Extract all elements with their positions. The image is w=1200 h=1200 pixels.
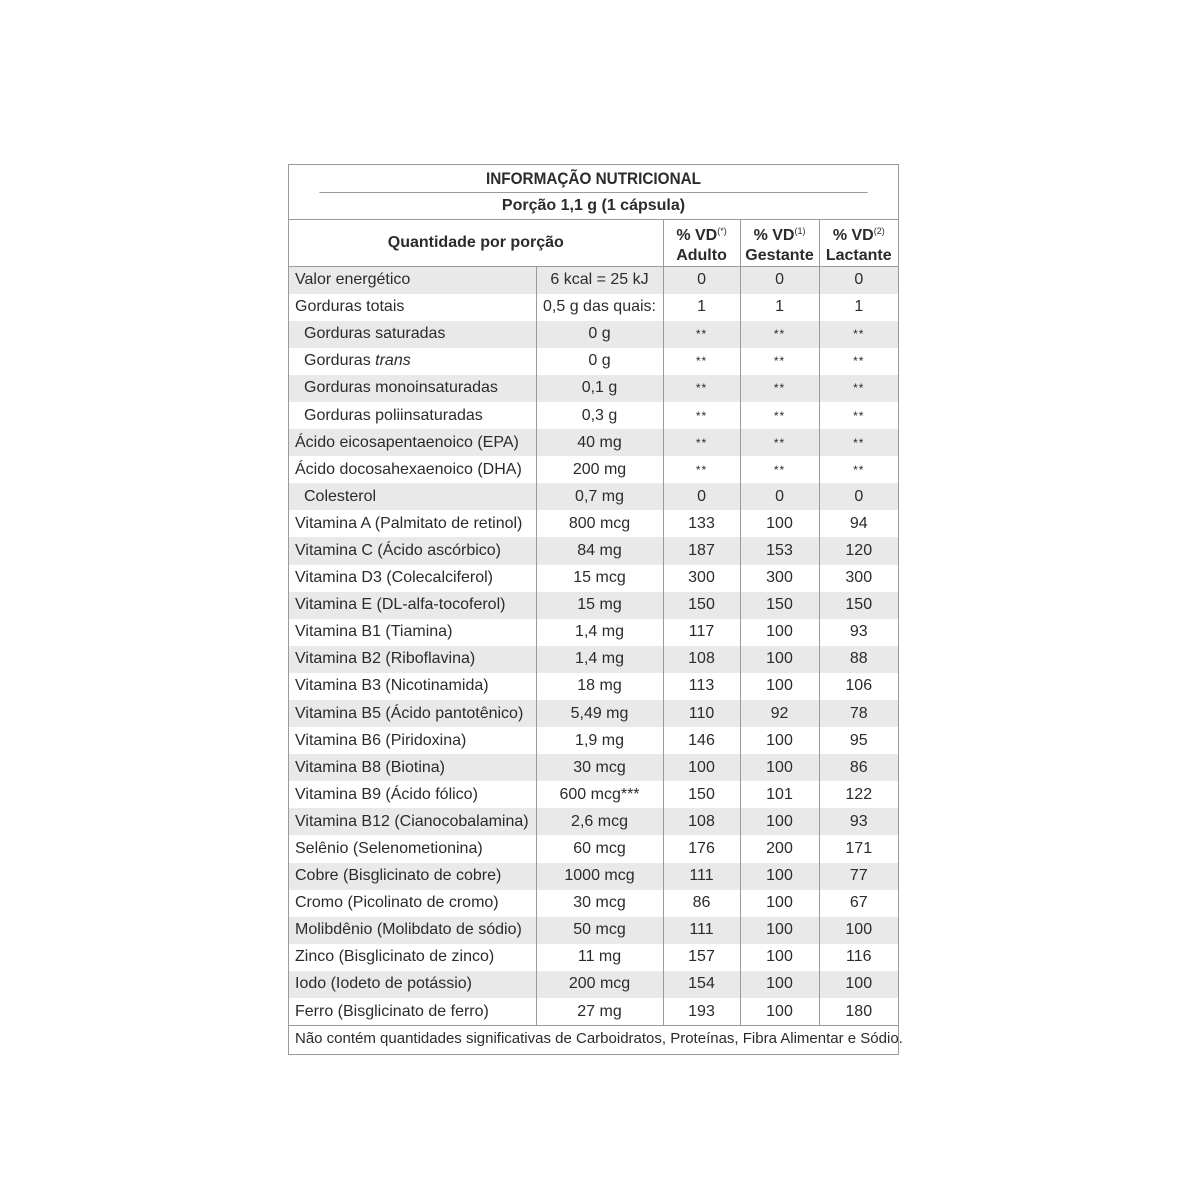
nutrient-name-text: Vitamina B8 (Biotina) [295, 758, 445, 776]
vd-lactante: ** [819, 375, 898, 402]
table-row [289, 592, 898, 619]
nutrient-name [289, 321, 536, 348]
table-row [289, 294, 898, 321]
nutrient-name-text: Iodo (Iodeto de potássio) [295, 975, 473, 993]
header-vd-lactante-label: Lactante [825, 246, 892, 264]
nutrient-rows [289, 267, 898, 1026]
vd-lactante: 88 [819, 646, 898, 673]
nutrient-name-text: Vitamina B3 (Nicotinamida) [295, 677, 489, 695]
table-row [289, 863, 898, 890]
vd-gestante: 100 [740, 619, 819, 646]
vd-lactante: 1 [819, 294, 898, 321]
table-row [289, 267, 898, 294]
vd-gestante: 100 [740, 863, 819, 890]
nutrient-name-text: Vitamina C (Ácido ascórbico) [295, 541, 502, 559]
vd-adulto: ** [663, 321, 740, 348]
vd-adulto: 300 [663, 565, 740, 592]
vd-gestante: ** [740, 402, 819, 429]
vd-adulto: ** [663, 456, 740, 483]
nutrient-name-text: Molibdênio (Molibdato de sódio) [295, 921, 522, 939]
vd-gestante: ** [740, 375, 819, 402]
nutrient-name [289, 429, 536, 456]
table-row [289, 483, 898, 510]
vd-lactante: 93 [819, 808, 898, 835]
nutrient-name [289, 267, 536, 294]
nutrient-name [289, 781, 536, 808]
vd-adulto: 193 [663, 998, 740, 1025]
nutrient-amount: 1000 mcg [536, 863, 663, 890]
nutrient-amount: 30 mcg [536, 890, 663, 917]
header-vd-adulto [663, 220, 740, 267]
header-vd-gestante-prefix: % VD [753, 226, 795, 244]
nutrient-name [289, 727, 536, 754]
vd-gestante: 1 [740, 294, 819, 321]
table-row [289, 646, 898, 673]
vd-gestante: 100 [740, 998, 819, 1025]
vd-gestante: 153 [740, 537, 819, 564]
table-row [289, 890, 898, 917]
nutrient-name-text: Zinco (Bisglicinato de zinco) [295, 948, 495, 966]
table-row [289, 835, 898, 862]
table-row [289, 944, 898, 971]
vd-adulto: 113 [663, 673, 740, 700]
nutrient-name-text: Vitamina B2 (Riboflavina) [295, 650, 476, 668]
vd-gestante: 0 [740, 267, 819, 294]
header-vd-lactante-prefix: % VD [832, 226, 874, 244]
table-row [289, 727, 898, 754]
vd-gestante: 101 [740, 781, 819, 808]
nutrient-amount: 40 mg [536, 429, 663, 456]
table-row [289, 971, 898, 998]
footer-note: Não contém quantidades significativas de Carboidratos, Proteínas, Fibra Alimentar e Sódio. [289, 1025, 898, 1054]
vd-gestante: ** [740, 456, 819, 483]
nutrient-name [289, 835, 536, 862]
vd-gestante: 300 [740, 565, 819, 592]
vd-lactante: ** [819, 348, 898, 375]
nutrient-amount: 84 mg [536, 537, 663, 564]
vd-adulto: 117 [663, 619, 740, 646]
nutrient-name [289, 510, 536, 537]
vd-lactante: 0 [819, 483, 898, 510]
table-row [289, 917, 898, 944]
nutrient-name-text: Valor energético [295, 271, 411, 289]
vd-lactante: 93 [819, 619, 898, 646]
nutrient-name [289, 998, 536, 1025]
nutrient-name [289, 348, 536, 375]
table-row [289, 700, 898, 727]
nutrient-name [289, 808, 536, 835]
nutrient-name [289, 375, 536, 402]
vd-adulto: 150 [663, 592, 740, 619]
vd-adulto: 108 [663, 646, 740, 673]
nutrient-name [289, 592, 536, 619]
vd-gestante: 100 [740, 510, 819, 537]
nutrient-name [289, 754, 536, 781]
header-vd-adulto-note: (*) [717, 225, 727, 236]
vd-gestante: 100 [740, 727, 819, 754]
table-row [289, 754, 898, 781]
nutrient-amount: 27 mg [536, 998, 663, 1025]
header-vd-adulto-label: Adulto [676, 246, 727, 264]
vd-gestante: 100 [740, 646, 819, 673]
nutrient-amount: 1,4 mg [536, 646, 663, 673]
vd-adulto: 111 [663, 863, 740, 890]
nutrient-amount: 30 mcg [536, 754, 663, 781]
nutrient-amount: 11 mg [536, 944, 663, 971]
nutrient-name [289, 646, 536, 673]
vd-adulto: 187 [663, 537, 740, 564]
nutrient-name-text: Selênio (Selenometionina) [295, 840, 483, 858]
table-row [289, 808, 898, 835]
nutrient-amount: 18 mg [536, 673, 663, 700]
table-row [289, 375, 898, 402]
nutrient-amount: 1,9 mg [536, 727, 663, 754]
nutrient-name [289, 971, 536, 998]
nutrient-name [289, 673, 536, 700]
vd-gestante: 92 [740, 700, 819, 727]
vd-gestante: 100 [740, 673, 819, 700]
nutrient-name-text: Vitamina B5 (Ácido pantotênico) [295, 704, 524, 722]
header-vd-gestante [740, 220, 819, 267]
nutrient-name [289, 700, 536, 727]
vd-adulto: 150 [663, 781, 740, 808]
vd-lactante: 171 [819, 835, 898, 862]
vd-gestante: ** [740, 321, 819, 348]
vd-lactante: 95 [819, 727, 898, 754]
vd-gestante: 100 [740, 971, 819, 998]
nutrient-name [289, 537, 536, 564]
vd-adulto: ** [663, 348, 740, 375]
vd-adulto: 110 [663, 700, 740, 727]
table-row [289, 510, 898, 537]
header-vd-gestante-note: (1) [794, 225, 806, 236]
nutrient-name-emphasis: trans [375, 352, 411, 370]
nutrient-name-text: Vitamina B9 (Ácido fólico) [295, 785, 478, 803]
nutrient-amount: 50 mcg [536, 917, 663, 944]
vd-lactante: ** [819, 456, 898, 483]
vd-adulto: 157 [663, 944, 740, 971]
nutrient-name-text: Gorduras poliinsaturadas [304, 406, 483, 424]
vd-lactante: ** [819, 402, 898, 429]
header-vd-gestante-label: Gestante [745, 246, 814, 264]
table-row [289, 998, 898, 1025]
nutrient-amount: 5,49 mg [536, 700, 663, 727]
nutrient-amount: 200 mg [536, 456, 663, 483]
header-vd-lactante [819, 220, 898, 267]
column-header-row [289, 220, 898, 267]
nutrient-name [289, 483, 536, 510]
table-row [289, 781, 898, 808]
vd-adulto: 100 [663, 754, 740, 781]
table-row [289, 402, 898, 429]
vd-lactante: 78 [819, 700, 898, 727]
vd-gestante: ** [740, 348, 819, 375]
vd-lactante: 106 [819, 673, 898, 700]
vd-adulto: ** [663, 375, 740, 402]
vd-lactante: 300 [819, 565, 898, 592]
nutrient-name-text: Vitamina B1 (Tiamina) [295, 623, 453, 641]
vd-lactante: ** [819, 429, 898, 456]
nutrient-amount: 800 mcg [536, 510, 663, 537]
vd-lactante: 120 [819, 537, 898, 564]
table-row [289, 565, 898, 592]
nutrient-name-text: Cobre (Bisglicinato de cobre) [295, 867, 502, 885]
vd-lactante: 94 [819, 510, 898, 537]
vd-lactante: 116 [819, 944, 898, 971]
vd-adulto: 111 [663, 917, 740, 944]
nutrient-name-text: Gorduras [304, 352, 371, 370]
header-vd-adulto-prefix: % VD [676, 226, 718, 244]
vd-lactante: ** [819, 321, 898, 348]
header-quantity: Quantidade por porção [289, 220, 663, 267]
vd-adulto: ** [663, 402, 740, 429]
vd-lactante: 77 [819, 863, 898, 890]
nutrient-amount: 15 mcg [536, 565, 663, 592]
vd-lactante: 150 [819, 592, 898, 619]
nutrient-amount: 15 mg [536, 592, 663, 619]
vd-lactante: 180 [819, 998, 898, 1025]
vd-gestante: 200 [740, 835, 819, 862]
nutrient-name [289, 917, 536, 944]
nutrient-name-text: Vitamina B6 (Piridoxina) [295, 731, 467, 749]
vd-gestante: 100 [740, 890, 819, 917]
nutrition-facts-table [288, 164, 903, 1055]
table-row [289, 619, 898, 646]
nutrient-name [289, 565, 536, 592]
table-row [289, 429, 898, 456]
table-title: INFORMAÇÃO NUTRICIONAL [319, 165, 867, 193]
table-row [289, 456, 898, 483]
nutrient-name-text: Colesterol [304, 487, 377, 505]
vd-adulto: 133 [663, 510, 740, 537]
nutrient-amount: 60 mcg [536, 835, 663, 862]
vd-adulto: ** [663, 429, 740, 456]
nutrient-name-text: Gorduras totais [295, 298, 405, 316]
portion-size: Porção 1,1 g (1 cápsula) [289, 193, 898, 220]
nutrient-amount: 2,6 mcg [536, 808, 663, 835]
header-vd-lactante-note: (2) [873, 225, 885, 236]
nutrient-name [289, 402, 536, 429]
nutrient-amount: 1,4 mg [536, 619, 663, 646]
nutrient-name [289, 863, 536, 890]
vd-gestante: 100 [740, 944, 819, 971]
nutrient-name-text: Vitamina D3 (Colecalciferol) [295, 569, 493, 587]
table-row [289, 321, 898, 348]
table-row [289, 537, 898, 564]
vd-adulto: 146 [663, 727, 740, 754]
nutrient-name-text: Vitamina B12 (Cianocobalamina) [295, 812, 529, 830]
nutrient-name-text: Gorduras saturadas [304, 325, 446, 343]
vd-gestante: 100 [740, 754, 819, 781]
nutrient-amount: 600 mcg*** [536, 781, 663, 808]
nutrient-amount: 0,3 g [536, 402, 663, 429]
nutrient-name-text: Gorduras monoinsaturadas [304, 379, 498, 397]
vd-gestante: 0 [740, 483, 819, 510]
vd-lactante: 122 [819, 781, 898, 808]
nutrient-amount: 0,7 mg [536, 483, 663, 510]
vd-gestante: 100 [740, 917, 819, 944]
vd-gestante: ** [740, 429, 819, 456]
nutrient-name-text: Vitamina A (Palmitato de retinol) [295, 514, 523, 532]
nutrient-name [289, 944, 536, 971]
nutrient-name [289, 294, 536, 321]
nutrient-name-text: Cromo (Picolinato de cromo) [295, 894, 499, 912]
nutrient-name-text: Vitamina E (DL-alfa-tocoferol) [295, 596, 506, 614]
vd-adulto: 176 [663, 835, 740, 862]
vd-adulto: 154 [663, 971, 740, 998]
vd-lactante: 100 [819, 971, 898, 998]
nutrient-name [289, 890, 536, 917]
vd-adulto: 86 [663, 890, 740, 917]
nutrient-amount: 0,5 g das quais: [536, 294, 663, 321]
nutrient-name [289, 456, 536, 483]
vd-adulto: 1 [663, 294, 740, 321]
vd-adulto: 0 [663, 483, 740, 510]
vd-lactante: 0 [819, 267, 898, 294]
vd-lactante: 100 [819, 917, 898, 944]
nutrient-amount: 0 g [536, 348, 663, 375]
nutrient-amount: 200 mcg [536, 971, 663, 998]
nutrient-amount: 0 g [536, 321, 663, 348]
nutrient-name-text: Ácido eicosapentaenoico (EPA) [295, 433, 519, 451]
nutrient-name-text: Ácido docosahexaenoico (DHA) [295, 460, 522, 478]
table-row [289, 673, 898, 700]
vd-adulto: 108 [663, 808, 740, 835]
vd-gestante: 100 [740, 808, 819, 835]
nutrient-amount: 6 kcal = 25 kJ [536, 267, 663, 294]
vd-lactante: 67 [819, 890, 898, 917]
nutrient-amount: 0,1 g [536, 375, 663, 402]
nutrient-name [289, 619, 536, 646]
table-row [289, 348, 898, 375]
nutrient-name-text: Ferro (Bisglicinato de ferro) [295, 1002, 489, 1020]
vd-gestante: 150 [740, 592, 819, 619]
vd-lactante: 86 [819, 754, 898, 781]
vd-adulto: 0 [663, 267, 740, 294]
nutrient-grid [289, 220, 898, 1025]
